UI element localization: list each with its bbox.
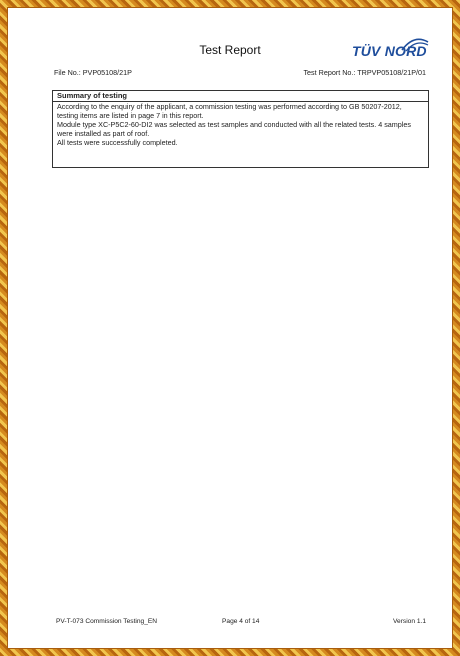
page-title: Test Report [199, 43, 261, 57]
file-number: File No.: PVP05108/21P [54, 68, 132, 77]
report-meta [54, 68, 426, 80]
document-id: PV-T-073 Commission Testing_EN [56, 618, 158, 625]
summary-of-testing [52, 90, 429, 168]
report-number: Test Report No.: TRPVP05108/21P/01 [303, 68, 426, 77]
summary-paragraph: According to the enquiry of the applicant, a commission testing was performed according to GB 50207-2012, testing items are listed in page 7 in this report. [57, 102, 402, 120]
page-footer [56, 618, 426, 628]
summary-heading: Summary of testing [53, 91, 428, 102]
summary-paragraph: Module type XC-P5C2-60-DI2 was selected as test samples and conducted with all the related tests. 4 samples were installed as part of roof. [57, 120, 411, 138]
document-version: Version 1.1 [393, 618, 426, 625]
logo-text: TÜV NORD [352, 43, 427, 59]
summary-body [53, 102, 428, 148]
page-number: Page 4 of 14 [222, 618, 260, 625]
tuv-nord-logo [352, 40, 432, 62]
logo-arc-icon [400, 36, 430, 58]
summary-paragraph: All tests were successfully completed. [57, 138, 178, 148]
